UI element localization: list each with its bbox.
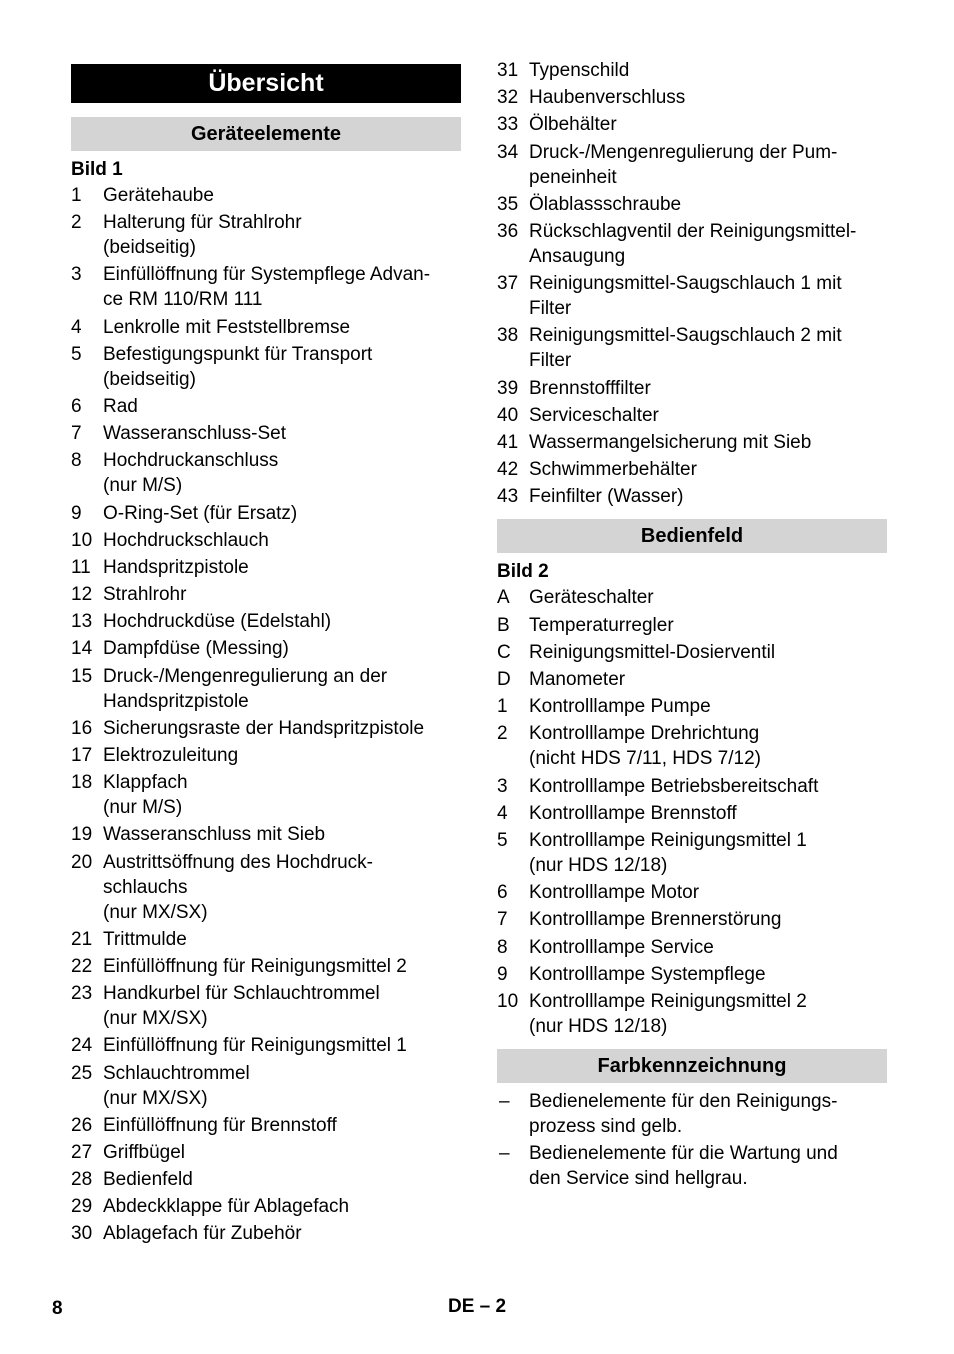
item-number: 20 bbox=[71, 851, 93, 873]
section-heading-geraeteelemente: Geräteelemente bbox=[71, 117, 461, 151]
list-item bbox=[71, 1061, 461, 1111]
item-number: 24 bbox=[71, 1035, 93, 1057]
list-item bbox=[71, 609, 461, 634]
list-item bbox=[71, 850, 461, 925]
item-number: 39 bbox=[497, 377, 519, 399]
item-number: 6 bbox=[71, 395, 82, 417]
item-text: Einfüllöffnung für Reinigungsmittel 2 bbox=[103, 955, 407, 977]
item-number: 11 bbox=[71, 556, 91, 578]
item-text: Einfüllöffnung für Systempflege Advan- ce RM 110/RM 111 bbox=[103, 264, 431, 311]
item-text: Hochdruckdüse (Edelstahl) bbox=[103, 611, 332, 633]
list-item bbox=[497, 774, 887, 799]
item-number: 22 bbox=[71, 955, 93, 977]
item-number: 18 bbox=[71, 772, 93, 794]
item-text: Kontrolllampe Brennerstörung bbox=[529, 909, 782, 931]
item-text: Druck-/Mengenregulierung an der Handspritzpistole bbox=[103, 665, 388, 712]
list-item bbox=[497, 613, 887, 638]
list-item bbox=[497, 140, 887, 190]
list-item bbox=[71, 528, 461, 553]
item-number: 33 bbox=[497, 114, 519, 136]
list-item bbox=[497, 585, 887, 610]
list-item bbox=[71, 555, 461, 580]
item-number: 28 bbox=[71, 1169, 93, 1191]
list-item bbox=[497, 694, 887, 719]
item-text: Manometer bbox=[529, 669, 626, 690]
list-item bbox=[71, 315, 461, 340]
figure-label-2: Bild 2 bbox=[497, 561, 549, 583]
list-item bbox=[497, 376, 887, 401]
list-item bbox=[71, 262, 461, 312]
item-text: Kontrolllampe Systempflege bbox=[529, 963, 766, 985]
item-number: 2 bbox=[497, 723, 508, 745]
section-heading-bedienfeld: Bedienfeld bbox=[497, 519, 887, 553]
item-number: 42 bbox=[497, 459, 519, 481]
item-number: 7 bbox=[497, 909, 508, 931]
item-text: Bedienelemente für die Wartung und den Service sind hellgrau. bbox=[529, 1143, 838, 1190]
list-item bbox=[497, 403, 887, 428]
item-number: – bbox=[499, 1091, 510, 1113]
list-item bbox=[71, 770, 461, 820]
item-text: Kontrolllampe Betriebsbereitschaft bbox=[529, 775, 819, 797]
item-number: – bbox=[499, 1143, 510, 1165]
item-number: 23 bbox=[71, 983, 93, 1005]
item-text: Rückschlagventil der Reinigungsmittel- Ansaugung bbox=[529, 220, 857, 267]
list-item bbox=[497, 907, 887, 932]
item-number: 40 bbox=[497, 404, 519, 426]
item-text: Wasseranschluss-Set bbox=[103, 423, 287, 445]
page-title: Übersicht bbox=[71, 64, 461, 103]
item-text: Trittmulde bbox=[103, 928, 187, 950]
item-number: 3 bbox=[71, 264, 82, 286]
item-text: Typenschild bbox=[529, 60, 630, 81]
item-text: Handspritzpistole bbox=[103, 556, 249, 578]
item-number: 8 bbox=[497, 936, 508, 958]
item-text: Feinfilter (Wasser) bbox=[529, 486, 684, 508]
list-item bbox=[71, 582, 461, 607]
list-item bbox=[497, 457, 887, 482]
item-number: 30 bbox=[71, 1223, 93, 1245]
item-text: Kontrolllampe Pumpe bbox=[529, 696, 711, 718]
item-number: 31 bbox=[497, 60, 519, 81]
item-number: 32 bbox=[497, 87, 519, 109]
item-number: 13 bbox=[71, 611, 93, 633]
item-number: 21 bbox=[71, 928, 93, 950]
list-item bbox=[497, 219, 887, 269]
item-number: 19 bbox=[71, 824, 93, 846]
list-item bbox=[497, 989, 887, 1039]
page-number: 8 bbox=[52, 1298, 63, 1319]
item-text: Wasseranschluss mit Sieb bbox=[103, 824, 326, 846]
list-item bbox=[497, 85, 887, 110]
left-column bbox=[71, 64, 461, 1249]
item-number: 37 bbox=[497, 273, 519, 295]
item-text: Wassermangelsicherung mit Sieb bbox=[529, 431, 812, 453]
item-text: Ablagefach für Zubehör bbox=[103, 1223, 302, 1245]
list-item bbox=[71, 664, 461, 714]
list-item bbox=[71, 342, 461, 392]
item-number: 4 bbox=[497, 802, 508, 824]
item-text: Kontrolllampe Reinigungsmittel 1 (nur HDS 12/18) bbox=[529, 829, 807, 876]
item-text: Sicherungsraste der Handspritzpistole bbox=[103, 717, 425, 739]
item-number: 10 bbox=[497, 990, 519, 1012]
language-page-label: DE – 2 bbox=[448, 1296, 507, 1317]
list-item bbox=[497, 640, 887, 665]
item-number: 36 bbox=[497, 220, 519, 242]
list-item bbox=[71, 394, 461, 419]
item-text: Reinigungsmittel-Saugschlauch 2 mit Filter bbox=[529, 325, 842, 372]
item-text: Rad bbox=[103, 395, 138, 417]
item-number: B bbox=[497, 614, 510, 636]
list-item bbox=[497, 484, 887, 509]
list-item bbox=[71, 210, 461, 260]
item-number: 1 bbox=[497, 696, 508, 718]
item-text: Reinigungsmittel-Saugschlauch 1 mit Filter bbox=[529, 273, 842, 320]
item-text: Befestigungspunkt für Transport (beidseitig) bbox=[103, 343, 373, 390]
control-panel-list bbox=[497, 585, 887, 1038]
right-column bbox=[497, 58, 887, 1193]
item-number: 5 bbox=[71, 343, 82, 365]
item-number: 17 bbox=[71, 745, 93, 766]
list-item bbox=[497, 828, 887, 878]
item-number: 2 bbox=[71, 212, 82, 234]
item-number: 9 bbox=[71, 502, 82, 524]
item-number: D bbox=[497, 669, 511, 690]
item-text: Elektrozuleitung bbox=[103, 745, 239, 766]
item-text: Dampfdüse (Messing) bbox=[103, 638, 289, 660]
item-number: 34 bbox=[497, 141, 519, 163]
item-number: 15 bbox=[71, 665, 93, 687]
list-item bbox=[497, 192, 887, 217]
item-number: 25 bbox=[71, 1062, 93, 1084]
item-number: A bbox=[497, 587, 510, 609]
list-item bbox=[71, 421, 461, 446]
item-text: Einfüllöffnung für Brennstoff bbox=[103, 1114, 337, 1136]
item-number: 29 bbox=[71, 1196, 93, 1218]
list-item bbox=[71, 501, 461, 526]
item-number: 10 bbox=[71, 529, 93, 551]
item-number: 38 bbox=[497, 325, 519, 347]
item-text: Geräteschalter bbox=[529, 587, 654, 609]
item-number: 41 bbox=[497, 431, 519, 453]
list-item bbox=[497, 880, 887, 905]
item-number: 35 bbox=[497, 193, 519, 215]
list-item bbox=[71, 954, 461, 979]
item-text: Gerätehaube bbox=[103, 185, 214, 206]
list-item bbox=[497, 801, 887, 826]
item-text: Griffbügel bbox=[103, 1141, 186, 1163]
list-item bbox=[71, 822, 461, 847]
item-number: 1 bbox=[71, 185, 82, 206]
item-number: 7 bbox=[71, 423, 82, 445]
item-number: 5 bbox=[497, 829, 508, 851]
item-text: Ölbehälter bbox=[529, 114, 617, 136]
item-text: Abdeckklappe für Ablagefach bbox=[103, 1196, 350, 1218]
list-item bbox=[497, 323, 887, 373]
list-item bbox=[497, 271, 887, 321]
item-text: Austrittsöffnung des Hochdruck- schlauchs (nur MX/SX) bbox=[103, 851, 374, 923]
color-coding-list bbox=[497, 1089, 887, 1191]
list-item bbox=[497, 430, 887, 455]
item-number: 3 bbox=[497, 775, 508, 797]
item-text: Hochdruckschlauch bbox=[103, 529, 269, 551]
item-number: 26 bbox=[71, 1114, 93, 1136]
list-item bbox=[497, 962, 887, 987]
item-text: Halterung für Strahlrohr (beidseitig) bbox=[103, 212, 302, 259]
parts-list-right bbox=[497, 58, 887, 509]
parts-list-left bbox=[71, 183, 461, 1246]
item-number: 27 bbox=[71, 1141, 93, 1163]
item-text: Temperaturregler bbox=[529, 614, 674, 636]
item-number: 14 bbox=[71, 638, 93, 660]
list-item bbox=[497, 667, 887, 692]
item-text: Schlauchtrommel (nur MX/SX) bbox=[103, 1062, 250, 1109]
item-text: Reinigungsmittel-Dosierventil bbox=[529, 641, 776, 663]
list-item bbox=[497, 935, 887, 960]
list-item bbox=[71, 981, 461, 1031]
item-text: Haubenverschluss bbox=[529, 87, 686, 109]
item-text: O-Ring-Set (für Ersatz) bbox=[103, 502, 298, 524]
list-item bbox=[71, 448, 461, 498]
item-text: Einfüllöffnung für Reinigungsmittel 1 bbox=[103, 1035, 407, 1057]
item-text: Kontrolllampe Reinigungsmittel 2 (nur HDS 12/18) bbox=[529, 990, 807, 1037]
list-item bbox=[71, 1033, 461, 1058]
list-item bbox=[497, 1089, 887, 1139]
list-item bbox=[497, 1141, 887, 1191]
item-number: 8 bbox=[71, 450, 82, 472]
item-text: Kontrolllampe Drehrichtung (nicht HDS 7/11, HDS 7/12) bbox=[529, 723, 761, 770]
item-number: 43 bbox=[497, 486, 519, 508]
item-text: Brennstofffilter bbox=[529, 377, 651, 399]
item-number: 16 bbox=[71, 717, 93, 739]
list-item bbox=[497, 112, 887, 137]
item-number: 9 bbox=[497, 963, 508, 985]
figure-label-1: Bild 1 bbox=[71, 159, 123, 180]
item-text: Lenkrolle mit Feststellbremse bbox=[103, 316, 351, 338]
list-item bbox=[71, 743, 461, 768]
list-item bbox=[71, 636, 461, 661]
list-item bbox=[497, 58, 887, 83]
list-item bbox=[71, 183, 461, 208]
item-number: C bbox=[497, 641, 511, 663]
item-text: Klappfach (nur M/S) bbox=[103, 772, 188, 819]
list-item bbox=[497, 721, 887, 771]
item-text: Hochdruckanschluss (nur M/S) bbox=[103, 450, 279, 497]
list-item bbox=[71, 1113, 461, 1138]
item-text: Schwimmerbehälter bbox=[529, 459, 697, 481]
item-text: Kontrolllampe Service bbox=[529, 936, 714, 958]
list-item bbox=[71, 927, 461, 952]
item-text: Kontrolllampe Brennstoff bbox=[529, 802, 737, 824]
item-number: 4 bbox=[71, 316, 82, 338]
item-text: Druck-/Mengenregulierung der Pum- peneinheit bbox=[529, 141, 838, 188]
item-text: Bedienfeld bbox=[103, 1169, 193, 1191]
list-item bbox=[71, 1221, 461, 1246]
list-item bbox=[71, 1140, 461, 1165]
item-text: Ölablassschraube bbox=[529, 193, 682, 215]
item-text: Bedienelemente für den Reinigungs- prozess sind gelb. bbox=[529, 1091, 838, 1138]
item-text: Handkurbel für Schlauchtrommel (nur MX/SX) bbox=[103, 983, 380, 1030]
list-item bbox=[71, 1167, 461, 1192]
item-number: 6 bbox=[497, 882, 508, 904]
item-text: Serviceschalter bbox=[529, 404, 659, 426]
item-text: Kontrolllampe Motor bbox=[529, 882, 700, 904]
item-text: Strahlrohr bbox=[103, 584, 187, 606]
list-item bbox=[71, 1194, 461, 1219]
section-heading-farbkennzeichnung: Farbkennzeichnung bbox=[497, 1049, 887, 1083]
item-number: 12 bbox=[71, 584, 93, 606]
list-item bbox=[71, 716, 461, 741]
